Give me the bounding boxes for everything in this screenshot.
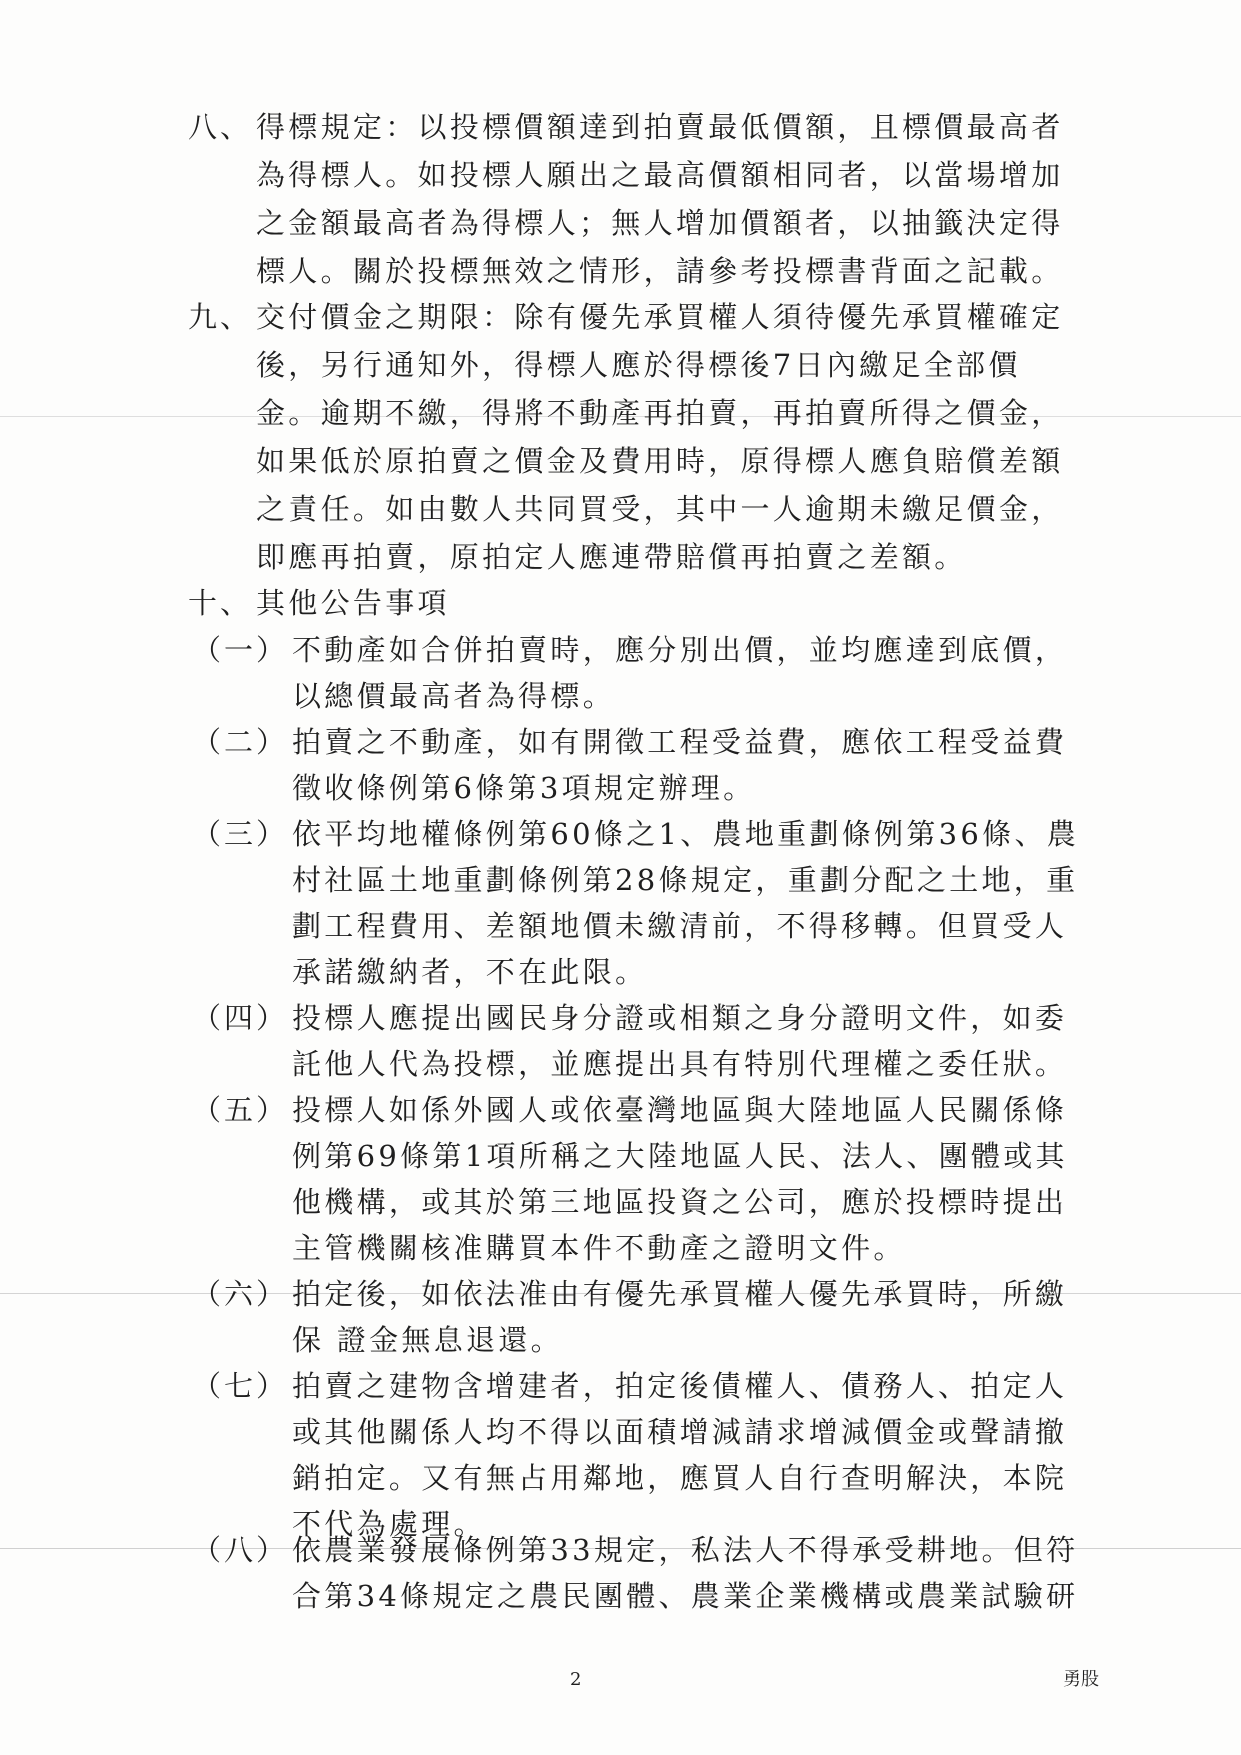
section-8-line-1: 得標規定：以投標價額達到拍賣最低價額，且標價最高者 (256, 110, 1064, 144)
division-label: 勇股 (1063, 1669, 1099, 1690)
item-8-marker: （八） (192, 1533, 289, 1567)
item-6-line-2: 保 證金無息退還。 (292, 1323, 563, 1357)
item-3-line-4: 承諾繳納者，不在此限。 (292, 955, 648, 989)
item-2-line-1: 拍賣之不動產，如有開徵工程受益費，應依工程受益費 (292, 725, 1068, 759)
item-2-marker: （二） (192, 725, 289, 759)
item-5-line-2: 例第69條第1項所稱之大陸地區人民、法人、團體或其 (292, 1139, 1068, 1173)
item-3-line-1: 依平均地權條例第60條之1、農地重劃條例第36條、農 (292, 817, 1080, 851)
section-8-line-3: 之金額最高者為得標人；無人增加價額者，以抽籤決定得 (256, 206, 1064, 240)
item-1-line-2: 以總價最高者為得標。 (292, 679, 616, 713)
item-7-marker: （七） (192, 1369, 289, 1403)
item-4-line-2: 託他人代為投標，並應提出具有特別代理權之委任狀。 (292, 1047, 1068, 1081)
section-9-line-2: 後，另行通知外，得標人應於得標後7日內繳足全部價 (256, 348, 1021, 382)
item-7-line-4: 不代為處理。 (292, 1507, 486, 1541)
item-6-line-1: 拍定後，如依法准由有優先承買權人優先承買時，所繳 (292, 1277, 1068, 1311)
item-1-line-1: 不動產如合併拍賣時，應分別出價，並均應達到底價， (292, 633, 1068, 667)
item-4-line-1: 投標人應提出國民身分證或相類之身分證明文件，如委 (292, 1001, 1068, 1035)
section-10-marker: 十、 (188, 586, 253, 620)
section-8-marker: 八、 (188, 110, 253, 144)
item-5-line-3: 他機構，或其於第三地區投資之公司，應於投標時提出 (292, 1185, 1068, 1219)
page-number: 2 (570, 1669, 582, 1690)
item-7-line-1: 拍賣之建物含增建者，拍定後債權人、債務人、拍定人 (292, 1369, 1068, 1403)
item-8-line-2: 合第34條規定之農民團體、農業企業機構或農業試驗研 (292, 1579, 1079, 1613)
section-9-line-3: 金。逾期不繳，得將不動產再拍賣，再拍賣所得之價金， (256, 396, 1064, 430)
item-8-line-1: 依農業發展條例第33規定，私法人不得承受耕地。但符 (292, 1533, 1079, 1567)
section-9-line-5: 之責任。如由數人共同買受，其中一人逾期未繳足價金， (256, 492, 1064, 526)
section-9-line-4: 如果低於原拍賣之價金及費用時，原得標人應負賠償差額 (256, 444, 1064, 478)
item-7-line-2: 或其他關係人均不得以面積增減請求增減價金或聲請撤 (292, 1415, 1068, 1449)
item-7-line-3: 銷拍定。又有無占用鄰地，應買人自行查明解決，本院 (292, 1461, 1068, 1495)
section-9-line-1: 交付價金之期限：除有優先承買權人須待優先承買權確定 (256, 300, 1064, 334)
section-9-marker: 九、 (188, 300, 253, 334)
item-5-marker: （五） (192, 1093, 289, 1127)
section-8-line-2: 為得標人。如投標人願出之最高價額相同者，以當場增加 (256, 158, 1064, 192)
item-1-marker: （一） (192, 633, 289, 667)
item-3-line-3: 劃工程費用、差額地價未繳清前，不得移轉。但買受人 (292, 909, 1068, 943)
item-6-marker: （六） (192, 1277, 289, 1311)
section-8-line-4: 標人。關於投標無效之情形，請參考投標書背面之記載。 (256, 254, 1064, 288)
item-3-marker: （三） (192, 817, 289, 851)
section-10-title: 其他公告事項 (256, 586, 450, 620)
item-3-line-2: 村社區土地重劃條例第28條規定，重劃分配之土地，重 (292, 863, 1079, 897)
item-4-marker: （四） (192, 1001, 289, 1035)
item-5-line-1: 投標人如係外國人或依臺灣地區與大陸地區人民關係條 (292, 1093, 1068, 1127)
section-9-line-6: 即應再拍賣，原拍定人應連帶賠償再拍賣之差額。 (256, 540, 967, 574)
item-5-line-4: 主管機關核准購買本件不動產之證明文件。 (292, 1231, 906, 1265)
item-2-line-2: 徵收條例第6條第3項規定辦理。 (292, 771, 756, 805)
